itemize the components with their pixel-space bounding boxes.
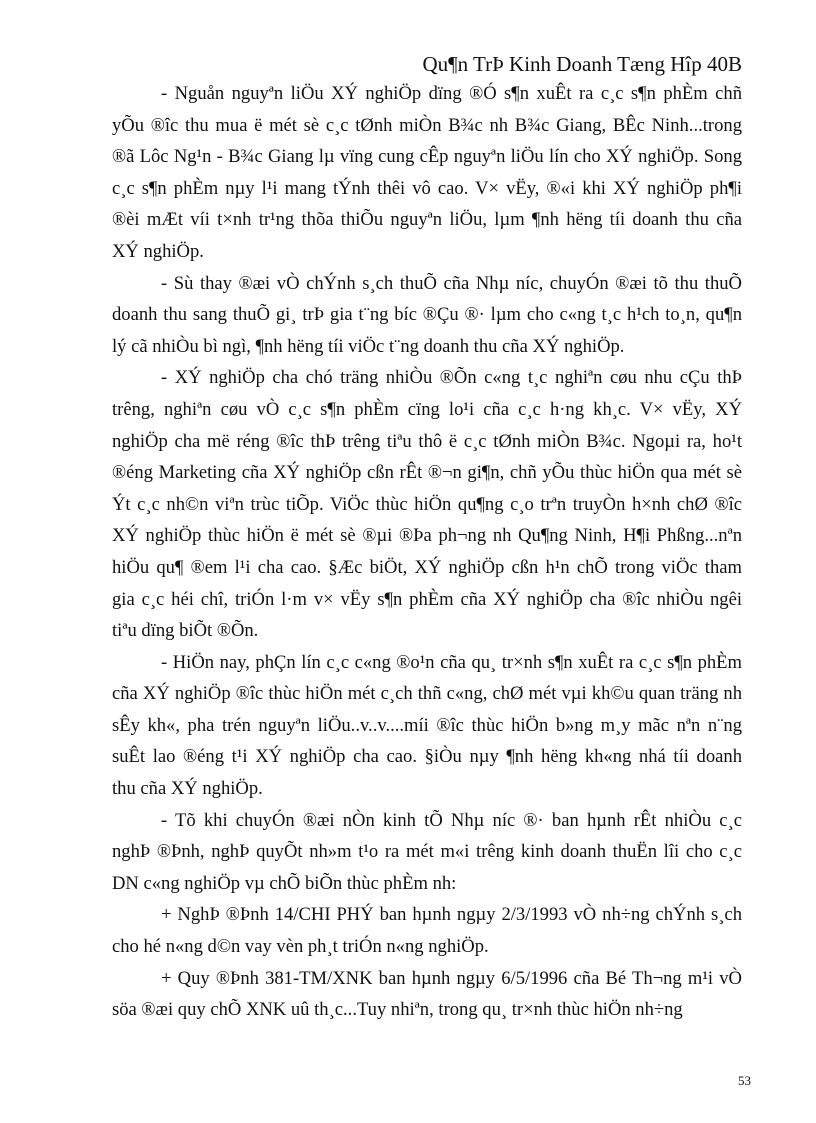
text-line: XÝ nghiÖp. [112,240,204,262]
paragraph [112,268,742,363]
text-line: Ýt c¸c nh©n viªn trùc tiÕp. ViÖc thùc hiÖn qu¶ng c¸o trªn truyÒn h×nh chØ ®îc [112,493,742,515]
text-line: thu cña XÝ nghiÖp. [112,778,263,800]
text-line: sÊy kh«, pha trén nguyªn liÖu..v..v....míi ®îc thùc hiÖn b»ng m¸y mãc nªn n¨ng [112,714,742,736]
page-header: Qu¶n TrÞ Kinh Doanh Tæng Hîp 40B [422,52,742,76]
paragraph [112,805,742,900]
text-line: cña XÝ nghiÖp ®îc thùc hiÖn mét c¸ch thñ c«ng, chØ mét vµi kh©u quan träng nh [112,683,742,705]
text-line: tiªu dïng biÕt ®Õn. [112,620,259,642]
paragraph [112,963,742,1026]
text-line: - Tõ khi chuyÓn ®æi nÒn kinh tÕ Nhµ níc ®· ban hµnh rÊt nhiÒu c¸c [161,809,742,831]
text-line: ®ã Lôc Ng¹n - B¾c Giang lµ vïng cung cÊp nguyªn liÖu lín cho XÝ nghiÖp. Song [112,146,742,168]
paragraph [112,78,742,268]
text-line: - XÝ nghiÖp cha chó träng nhiÒu ®Õn c«ng t¸c nghiªn cøu nhu cÇu thÞ [161,367,742,389]
text-line: yÕu ®îc thu mua ë mét sè c¸c tØnh miÒn B¾c nh B¾c Giang, BÊc Ninh...trong [112,114,742,136]
text-line: nghÞ ®Þnh, nghÞ quyÕt nh»m t¹o ra mét m«i trêng kinh doanh thuËn lîi cho c¸c [112,841,742,863]
text-line: + NghÞ ®Þnh 14/CHI PHÝ ban hµnh ngµy 2/3/1993 vÒ nh÷ng chÝnh s¸ch [161,904,742,926]
text-line: lý cã nhiÒu bì ngì, ¶nh hëng tíi viÖc t¨ng doanh thu cña XÝ nghiÖp. [112,335,625,357]
text-line: ®éng Marketing cña XÝ nghiÖp cßn rÊt ®¬n gi¶n, chñ yÕu thùc hiÖn qua mét sè [112,462,742,484]
text-line: - Sù thay ®æi vÒ chÝnh s¸ch thuÕ cña Nhµ níc, chuyÓn ®æi tõ thu thuÕ [161,272,742,294]
text-line: suÊt lao ®éng t¹i XÝ nghiÖp cha cao. §iÒu nµy ¶nh hëng kh«ng nhá tíi doanh [112,746,742,768]
text-line: gia c¸c héi chî, triÓn l·m v× vËy s¶n phÈm cña XÝ nghiÖp cha ®îc nhiÒu ngêi [112,588,742,610]
text-line: XÝ nghiÖp thùc hiÖn ë mét sè ®µi ®Þa ph¬ng nh Qu¶ng Ninh, H¶i Phßng...nªn [112,525,742,547]
text-line: ®èi mÆt víi t×nh tr¹ng thõa thiÕu nguyªn liÖu, lµm ¶nh hëng tíi doanh thu cña [112,209,742,231]
page-number: 53 [738,1073,751,1088]
text-line: söa ®æi quy chÕ XNK uû th¸c...Tuy nhiªn, trong qu¸ tr×nh thùc hiÖn nh÷ng [112,999,683,1021]
paragraph [112,362,742,646]
text-line: DN c«ng nghiÖp vµ chÕ biÕn thùc phÈm nh: [112,872,457,894]
text-line: hiÖu qu¶ ®em l¹i cha cao. §Æc biÖt, XÝ nghiÖp cßn h¹n chÕ trong viÖc tham [112,556,742,578]
text-line: c¸c s¶n phÈm nµy l¹i mang tÝnh thêi vô cao. V× vËy, ®«i khi XÝ nghiÖp ph¶i [112,177,742,199]
paragraph [112,647,742,805]
text-line: nghiÖp cha më réng ®îc thÞ trêng tiªu thô ë c¸c tØnh miÒn B¾c. Ngoµi ra, ho¹t [112,430,742,452]
document-body [112,78,742,1026]
text-line: - HiÖn nay, phÇn lín c¸c c«ng ®o¹n cña qu¸ tr×nh s¶n xuÊt ra c¸c s¶n phÈm [161,651,742,673]
text-line: + Quy ®Þnh 381-TM/XNK ban hµnh ngµy 6/5/1996 cña Bé Th¬ng m¹i vÒ [161,967,742,989]
text-line: doanh thu sang thuÕ gi¸ trÞ gia t¨ng bíc ®Çu ®· lµm cho c«ng t¸c h¹ch to¸n, qu¶n [112,304,742,326]
text-line: - Nguån nguyªn liÖu XÝ nghiÖp dïng ®Ó s¶n xuÊt ra c¸c s¶n phÈm chñ [161,83,742,104]
text-line: trêng, nghiªn cøu vÒ c¸c s¶n phÈm cïng lo¹i cña c¸c h·ng kh¸c. V× vËy, XÝ [112,398,742,420]
paragraph [112,899,742,962]
text-line: cho hé n«ng d©n vay vèn ph¸t triÓn n«ng nghiÖp. [112,936,489,958]
